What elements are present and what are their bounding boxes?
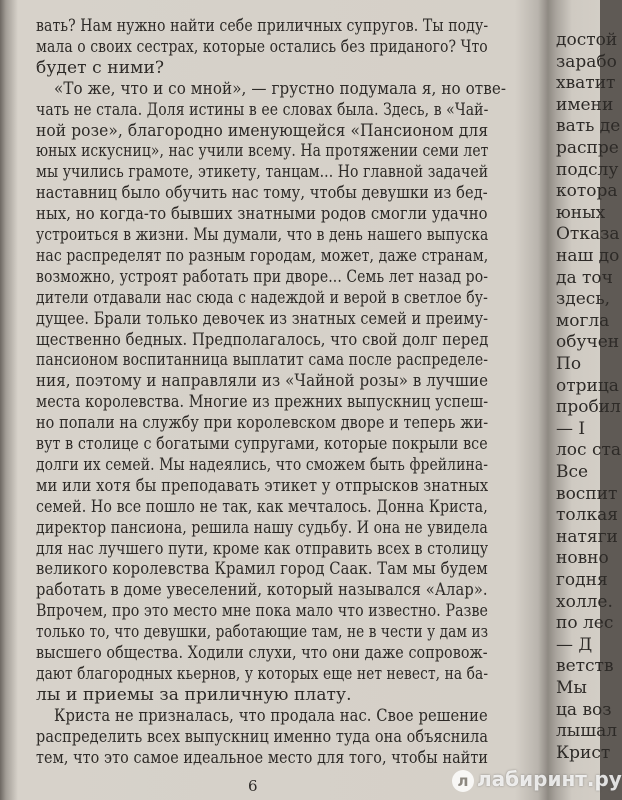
text-line: Впрочем, про это место мне пока мало что известно. Разве (36, 601, 488, 622)
right-text-line: здесь, (556, 289, 610, 310)
right-text-line: толкая (556, 505, 618, 526)
text-line: ной розе», благородно именующейся «Пансионом для (36, 120, 489, 141)
text-line: Криста не призналась, что продала нас. Свое решение (54, 705, 488, 726)
right-text-line: новно (556, 548, 609, 569)
text-line: чать не стала. Доля истины в ее словах была. Здесь, в «Чай- (36, 99, 489, 120)
right-text-line: юных (556, 202, 606, 223)
labirint-logo-icon: л (452, 770, 474, 792)
text-line: долги их семей. Мы надеялись, что сможем быть фрейлина- (36, 454, 489, 475)
right-text-line: годня (556, 570, 608, 590)
text-line: юных искусниц», нас учили всему. На протяжении семи лет (36, 141, 489, 162)
text-line: нас распределят по разным городам, может, даже странам, (36, 245, 489, 266)
text-line: пансионом воспитанница выплатит сама после распределе- (36, 350, 489, 371)
watermark-text: лабиринт.ру (477, 767, 622, 791)
text-line: будет с ними? (36, 57, 165, 78)
text-line: высшего общества. Ходили слухи, что они даже сопровож- (36, 643, 488, 663)
text-line: ми или хотя бы преподавать этикет у отпрысков знатных (36, 475, 489, 496)
right-text-line: наш до (556, 246, 620, 266)
page-number: 6 (248, 777, 258, 795)
text-line: тем, что это самое идеальное место для того, чтобы найти (36, 747, 489, 768)
right-text-line: по лес (556, 613, 614, 634)
text-line: дущее. Брали только девочек из знатных семей и преиму- (36, 308, 489, 329)
text-line: директор пансиона, решила нашу судьбу. И она не увидела (36, 517, 488, 538)
text-line: для нас лучшего пути, кроме как отправить всех в столицу (36, 538, 489, 559)
right-text-line: отрица (556, 375, 619, 396)
text-line: мы учились грамоте, этикету, танцам... Но главной задачей (36, 162, 489, 183)
text-line: ния, поэтому и направляли из «Чайной розы» в лучшие (36, 371, 489, 392)
text-line: устроиться в жизни. Мы думали, что в день нашего выпуска (36, 225, 489, 245)
labirint-watermark (452, 767, 622, 792)
text-line: мала о своих сестрах, которые остались без приданого? Что (36, 36, 488, 57)
right-text-line: По (556, 354, 582, 374)
text-line: распределить всех выпускниц именно туда она объяснила (36, 726, 489, 747)
right-text-line: лышал (556, 721, 618, 742)
text-line: но попали на службу при королевском дворе и теперь жи- (36, 413, 489, 434)
text-line: «То же, что и со мной», — грустно подумала я, но отве- (54, 78, 507, 99)
right-text-line: — Д (556, 634, 593, 655)
right-text-line: — I (556, 418, 586, 439)
text-line: вут в столице с богатыми супругами, которые покрыли все (36, 434, 488, 454)
right-text-line: Все (556, 462, 589, 482)
right-text-line: имени (556, 94, 614, 115)
text-line: возможно, устроят работать при дворе... Семь лет назад ро- (36, 266, 489, 287)
text-line: наставниц было обучить нас тому, чтобы девушки из бед- (36, 183, 488, 204)
text-line: семей. Но все пошло не так, как мечталось. Донна Криста, (36, 496, 488, 517)
right-text-line: зарабо (556, 51, 617, 72)
text-line: дители отдавали нас сюда с надеждой и верой в светлое бу- (36, 287, 488, 308)
right-text-line: вать де (556, 116, 621, 137)
right-text-line: Отказа (556, 224, 620, 245)
text-line: только то, что девушки, работающие там, не в чести у дам из (36, 622, 489, 643)
right-text-line: Крист (556, 742, 611, 763)
right-page (556, 0, 622, 800)
right-text-line: могла (556, 310, 610, 331)
right-text-line: ца воз (556, 699, 612, 720)
right-text-line: распре (556, 138, 619, 158)
text-line: великого королевства Крамил город Саак. Там мы будем (36, 559, 488, 580)
right-text-line: лос ста (556, 440, 622, 461)
text-line: работать в доме увеселений, который назывался «Алар». (36, 580, 488, 601)
text-line: щественно бедных. Предполагалось, что свой долг перед (36, 329, 489, 350)
right-text-line: обучен (556, 332, 620, 353)
text-line: вать? Нам нужно найти себе приличных супругов. Ты поду- (36, 16, 489, 36)
right-text-line: Мы (556, 678, 587, 698)
right-text-line: котора (556, 181, 618, 202)
right-text-line: да точ (556, 267, 613, 288)
right-text-line: подслу (556, 159, 619, 180)
text-line: лы и приемы за приличную плату. (36, 684, 352, 705)
text-line: места королевства. Многие из прежних выпускниц успеш- (36, 392, 489, 413)
right-text-line: натяги (556, 526, 618, 547)
left-page (16, 0, 532, 800)
right-text-line: хватит (556, 73, 616, 94)
right-text-line: достой (556, 30, 618, 50)
right-text-line: ветств (556, 656, 614, 677)
text-line: дают благородных кьернов, у которых еще нет невест, на ба- (36, 663, 489, 684)
right-text-line: пробил (556, 397, 621, 418)
right-text-line: холле. (556, 591, 613, 612)
text-line: ных, но когда-то бывших знатными родов смогли удачно (36, 204, 488, 225)
right-text-line: воспит (556, 483, 618, 504)
